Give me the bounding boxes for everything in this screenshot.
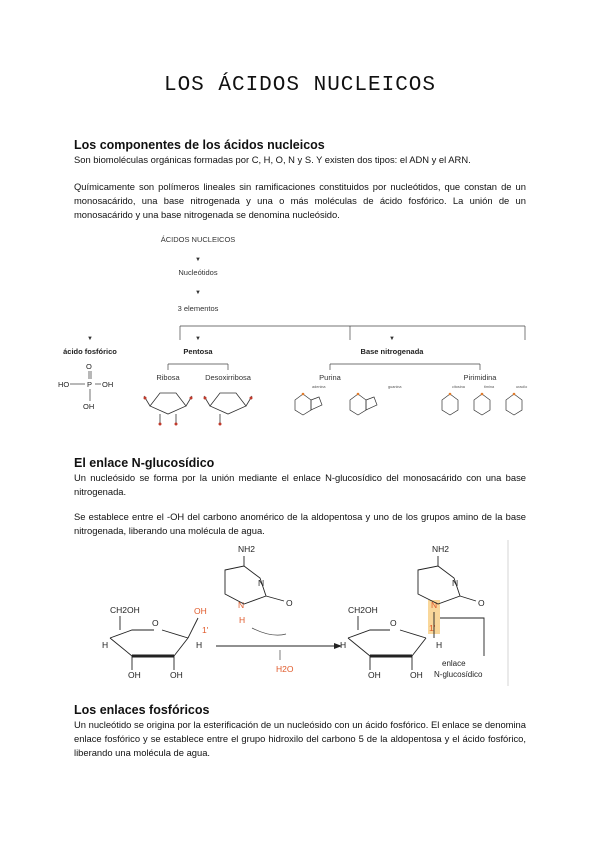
base-o-right: O — [286, 598, 293, 608]
sugar-ch2oh-left: CH2OH — [110, 605, 140, 615]
ribose-structure — [144, 393, 192, 424]
oxygen-atom: O — [86, 362, 92, 371]
carbon-1-label-left: 1' — [202, 625, 209, 635]
diagram-arrow: ▼ — [87, 336, 93, 342]
diagram-nucleotides-label: Nucleótidos — [178, 268, 218, 277]
glycosidic-bond-label-line2: N-glucosídico — [434, 670, 483, 679]
product-h-1: H — [340, 640, 347, 650]
section-heading-glycosidic: El enlace N-glucosídico — [74, 456, 215, 470]
adenine-label: adenina — [312, 385, 326, 389]
pentose-label: Pentosa — [183, 347, 213, 356]
glycosidic-reaction-diagram — [90, 538, 510, 690]
purine-label: Purina — [319, 373, 341, 382]
product-ch2oh: CH2OH — [348, 605, 378, 615]
base-n-upper: N — [258, 578, 265, 588]
deoxyribose-label: Desoxirribosa — [205, 373, 251, 382]
paragraph-chemistry: Químicamente son polímeros lineales sin ramificaciones constituidos por nucleótidos, que constan de un monosacárido, una base nitrogenada y una o más moléculas de ácido fosfórico. La unión de un monosacárido y una base nitrogenada se denomina nucleósido. — [74, 181, 526, 220]
pyrimidine-structures — [442, 394, 522, 415]
diagram-root-label: ÁCIDOS NUCLEICOS — [160, 235, 236, 244]
cytosine-label: citosina — [452, 385, 465, 389]
phosphoric-acid-label: ácido fosfórico — [63, 347, 117, 356]
section-heading-components: Los componentes de los ácidos nucleicos — [74, 138, 325, 152]
diagram-arrow: ▼ — [389, 336, 395, 342]
components-diagram — [50, 228, 550, 438]
hydroxyl-bottom: OH — [83, 402, 95, 411]
product-n-lower: N — [431, 600, 438, 610]
sugar-h-left-1: H — [102, 640, 109, 650]
base-n-lower: N — [238, 600, 245, 610]
diagram-arrow: ▼ — [195, 336, 201, 342]
guanine-label: guanina — [388, 385, 402, 389]
sugar-oh-left-2: OH — [170, 670, 183, 680]
base-nh2-top: NH2 — [238, 544, 256, 554]
product-oh-2: OH — [410, 670, 423, 680]
product-h-2: H — [436, 640, 443, 650]
product-o-right: O — [478, 598, 485, 608]
thymine-label: timina — [484, 385, 495, 389]
section-heading-phosphoric: Los enlaces fosfóricos — [74, 703, 210, 717]
hydroxyl-left: HO — [58, 380, 70, 389]
sugar-h-left-2: H — [196, 640, 203, 650]
diagram-arrow: ▼ — [195, 257, 201, 263]
diagram-arrow: ▼ — [195, 290, 201, 296]
paragraph-phosphoric: Un nucleótido se origina por la esterificación de un nucleósido con un ácido fosfórico. El enlace se denomina enlace fosfórico y se establece entre el grupo hidroxilo del carbono 5 de la aldopentosa y el ácido fosfórico, liberando una molécula de agua. — [74, 719, 526, 758]
phosphoric-acid-formula — [58, 362, 113, 411]
phosphorus-atom: P — [87, 380, 93, 389]
page-title: LOS ÁCIDOS NUCLEICOS — [163, 74, 437, 97]
paragraph-glycosidic-2: Se establece entre el -OH del carbono anomérico de la aldopentosa y uno de los grupos amino de la base nitrogenada, liberando una molécula de agua. — [74, 511, 526, 536]
diagram-elements-label: 3 elementos — [177, 304, 219, 313]
hydroxyl-right: OH — [102, 380, 114, 389]
sugar-ring-oxygen-left: O — [152, 618, 159, 628]
purine-structures — [295, 394, 377, 415]
glycosidic-bond-label-line1: enlace — [442, 659, 466, 668]
product-oh-1: OH — [368, 670, 381, 680]
product-carbon-1: 1' — [429, 623, 436, 633]
paragraph-composition: Son biomoléculas orgánicas formadas por C, H, O, N y S. Y existen dos tipos: el ADN y el ARN. — [74, 154, 471, 165]
water-label: H2O — [276, 664, 294, 674]
nitrogenous-base-label: Base nitrogenada — [360, 347, 424, 356]
sugar-oh-left-1: OH — [128, 670, 141, 680]
base-h-lower: H — [239, 615, 246, 625]
ribose-label: Ribosa — [156, 373, 180, 382]
pyrimidine-label: Pirimidina — [463, 373, 497, 382]
deoxyribose-structure — [204, 393, 252, 424]
product-n-upper: N — [452, 578, 459, 588]
product-ring-oxygen: O — [390, 618, 397, 628]
anomeric-oh-left: OH — [194, 606, 207, 616]
paragraph-glycosidic-1: Un nucleósido se forma por la unión mediante el enlace N-glucosídico del monosacárido con una base nitrogenada. — [74, 472, 526, 497]
uracil-label: uracilo — [516, 385, 528, 389]
product-nh2: NH2 — [432, 544, 450, 554]
